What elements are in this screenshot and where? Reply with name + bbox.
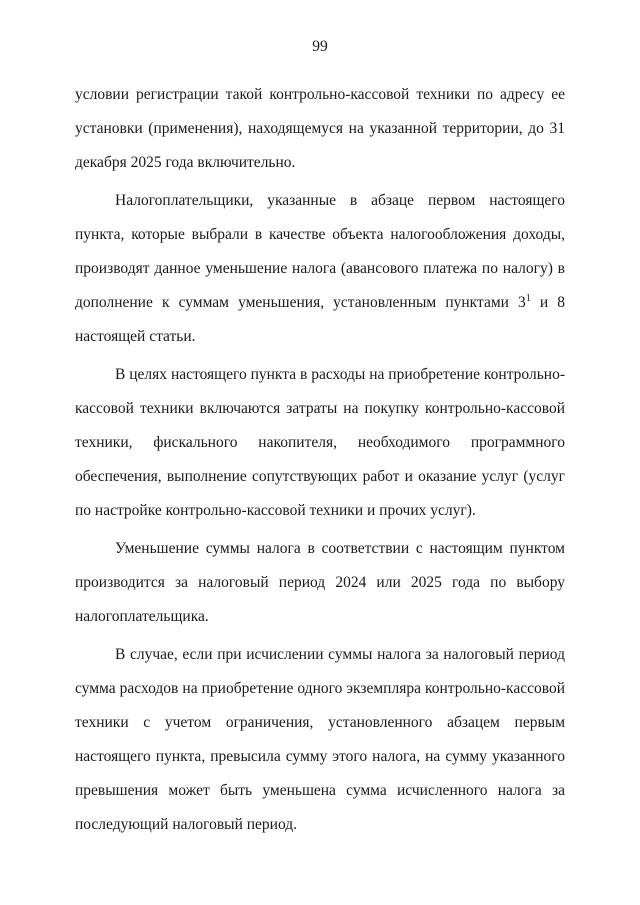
paragraph-continuation: условии регистрации такой контрольно-кассовой техники по адресу ее установки (применения), находящемуся на указанной территории, до 31 декабря 2025 года включительно. (75, 86, 565, 171)
paragraph-taxpayers-text: Налогоплательщики, указанные в абзаце первом настоящего пункта, которые выбрали в качестве объекта налогообложения доходы, производят данное уменьшение налога (авансового платежа по налогу) в дополнение к суммам уменьшения, установленным пунктами 3 (75, 192, 565, 311)
page-number: 99 (312, 38, 328, 55)
paragraph-excess-carryover: В случае, если при исчислении суммы налога за налоговый период сумма расходов на приобретение одного экземпляра контрольно-кассовой техники с учетом ограничения, установленного абзацем первым настоящего пункта, превысила сумму этого налога, на сумму указанного превышения может быть уменьшена сумма исчисленного налога за последующий налоговый период. (75, 646, 565, 833)
paragraph-taxpayers-tail: и 8 настоящей статьи. (75, 294, 566, 345)
paragraph-taxpayers (75, 184, 565, 354)
superscript-index: 1 (525, 293, 531, 304)
paragraph-expenses-definition: В целях настоящего пункта в расходы на приобретение контрольно-кассовой техники включаются затраты на покупку контрольно-кассовой техники, фискального накопителя, необходимого программного обеспечения, выполнение сопутствующих работ и оказание услуг (услуг по настройке контрольно-кассовой техники и прочих услуг). (75, 366, 565, 519)
document-body (75, 78, 565, 842)
paragraph-tax-period: Уменьшение суммы налога в соответствии с настоящим пунктом производится за налоговый период 2024 или 2025 года по выбору налогоплательщика. (75, 540, 565, 625)
